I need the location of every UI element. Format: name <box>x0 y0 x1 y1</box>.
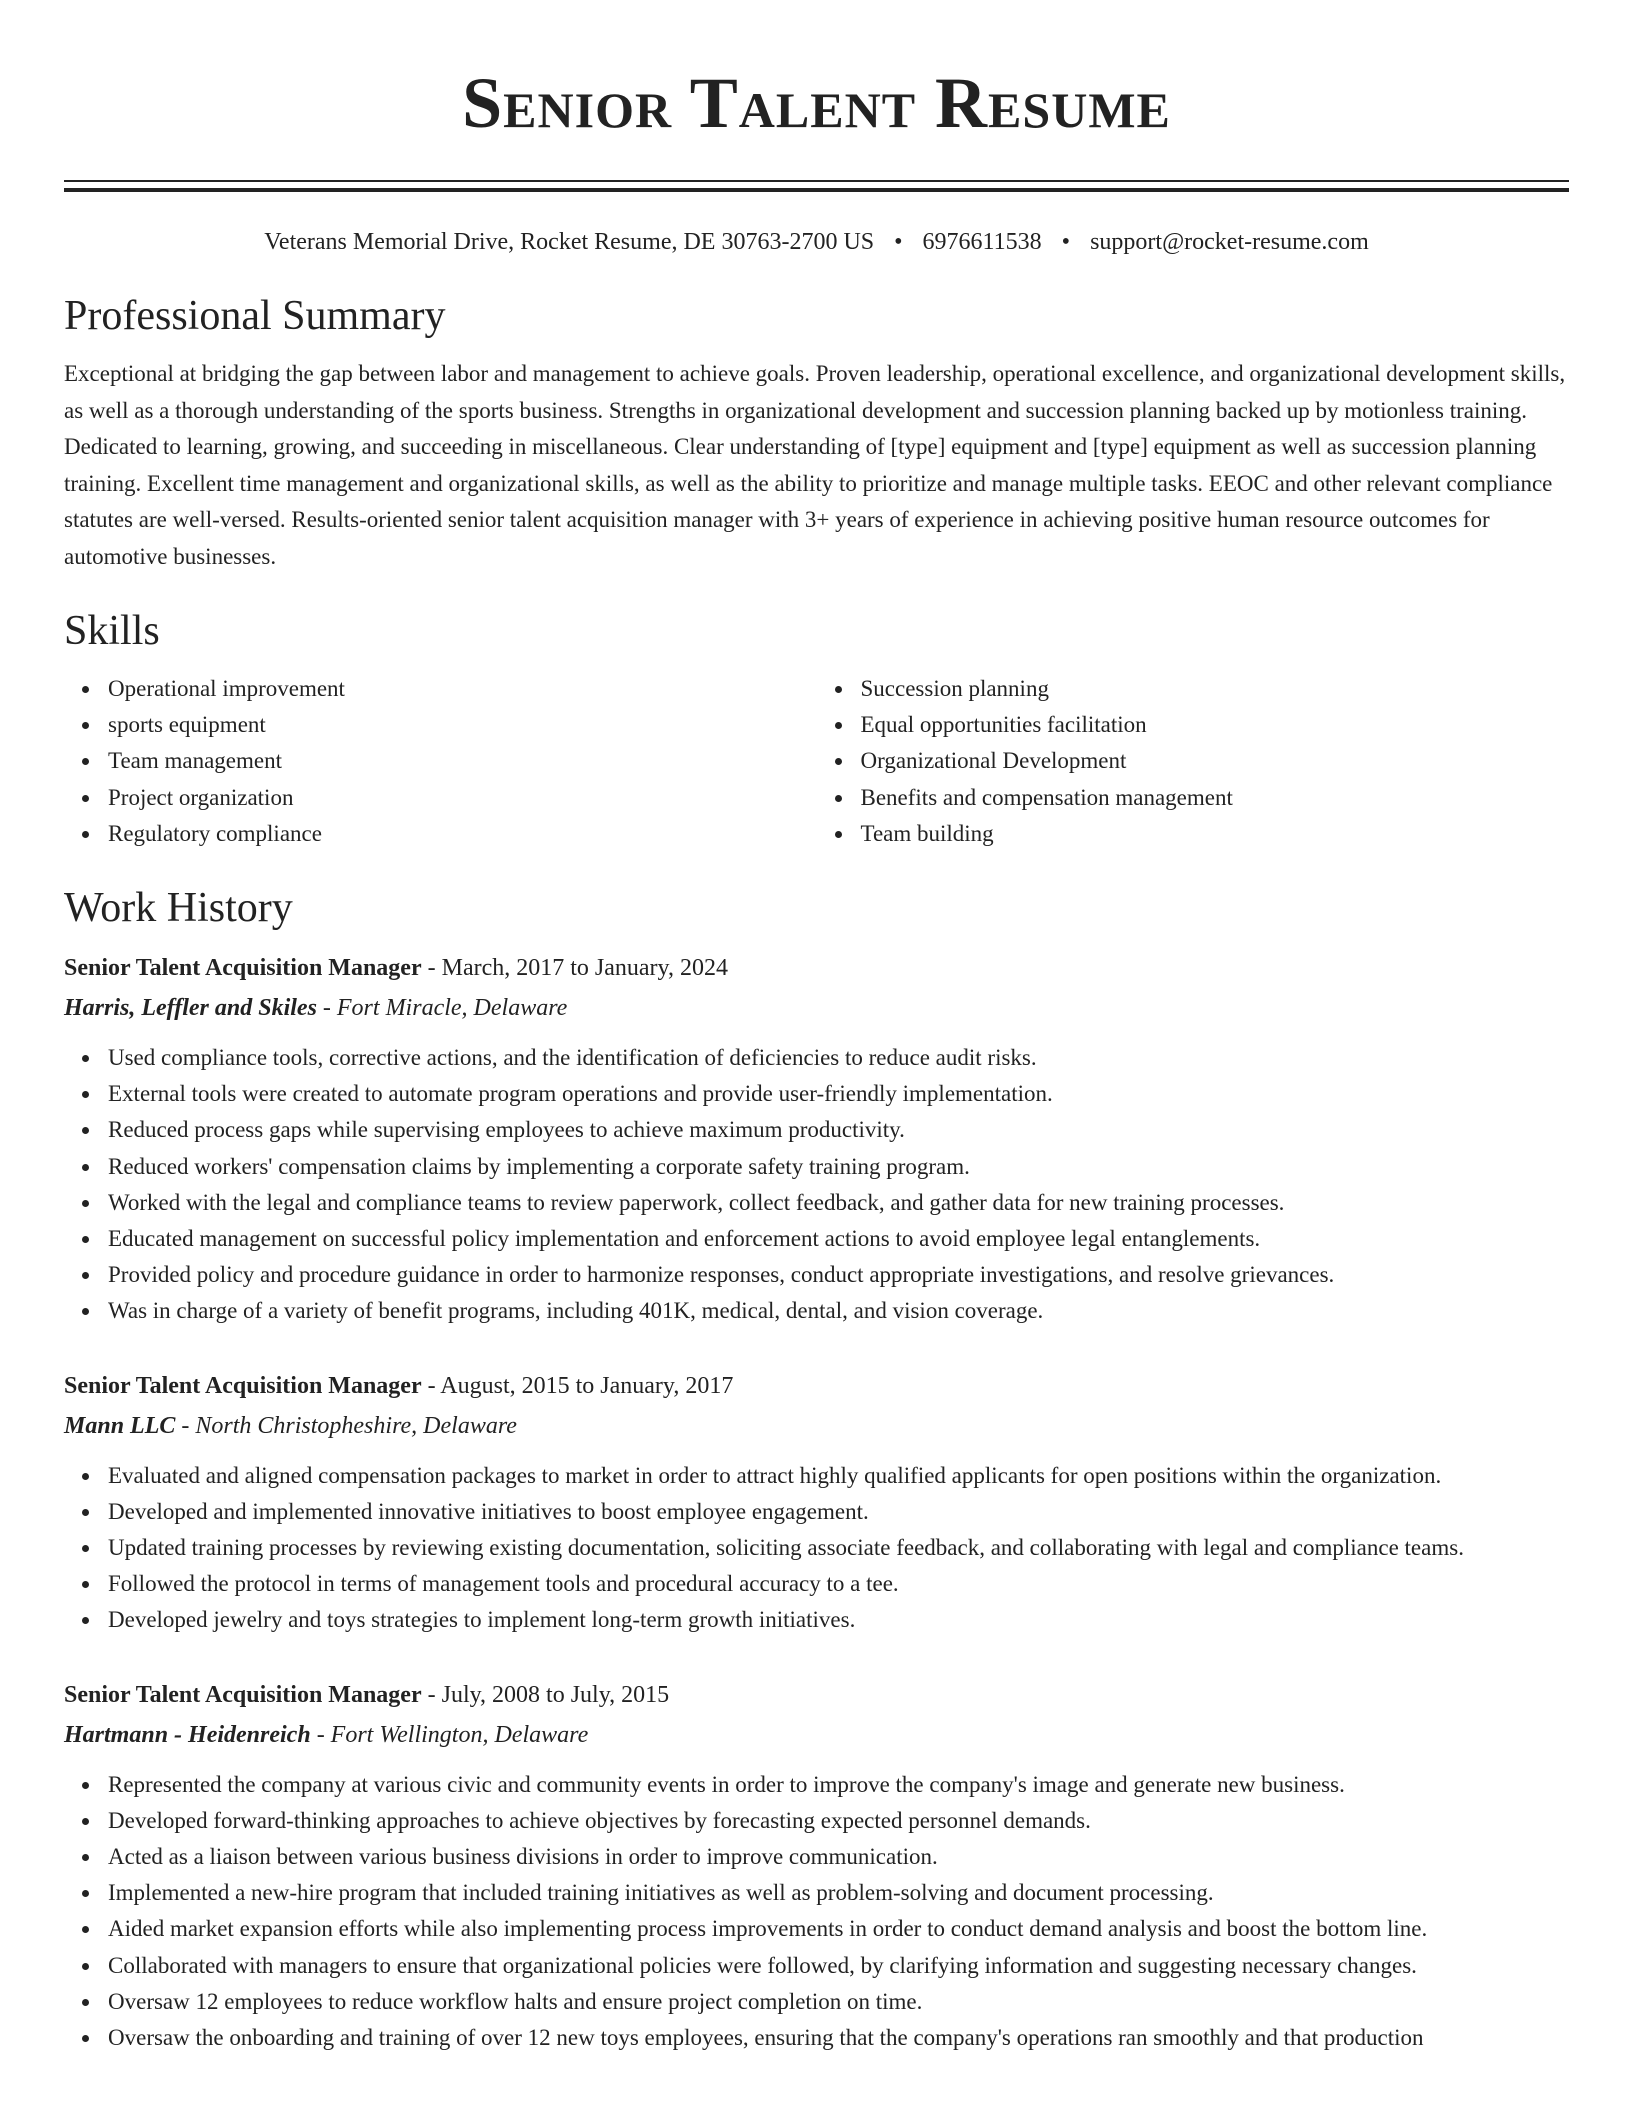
job-bullet: Reduced workers' compensation claims by implementing a corporate safety training program. <box>108 1149 1569 1185</box>
job-dates: - March, 2017 to January, 2024 <box>421 955 728 982</box>
job-bullet: Reduced process gaps while supervising employees to achieve maximum productivity. <box>108 1112 1569 1148</box>
job-bullet: External tools were created to automate program operations and provide user-friendly implementation. <box>108 1076 1569 1112</box>
skill-item: Organizational Development <box>861 743 1570 779</box>
skill-item: sports equipment <box>108 707 817 743</box>
skills-columns <box>64 671 1569 852</box>
job-dates: - August, 2015 to January, 2017 <box>421 1372 734 1399</box>
skill-item: Team building <box>861 816 1570 852</box>
job-bullet: Followed the protocol in terms of management tools and procedural accuracy to a tee. <box>108 1566 1569 1602</box>
job-location: - Fort Wellington, Delaware <box>310 1721 589 1748</box>
job-bullet: Updated training processes by reviewing existing documentation, soliciting associate feedback, and collaborating with legal and compliance teams. <box>108 1530 1569 1566</box>
job-company: Hartmann - Heidenreich <box>64 1721 311 1748</box>
contact-separator: • <box>894 229 903 255</box>
section-heading-skills: Skills <box>64 608 160 654</box>
job-bullet: Worked with the legal and compliance teams to review paperwork, collect feedback, and gather data for new training processes. <box>108 1185 1569 1221</box>
job-bullet: Developed forward-thinking approaches to achieve objectives by forecasting expected personnel demands. <box>108 1803 1569 1839</box>
resume-title: Senior Talent Resume <box>462 63 1171 143</box>
skill-item: Benefits and compensation management <box>861 780 1570 816</box>
job-company-line <box>64 1406 1569 1446</box>
skill-item: Operational improvement <box>108 671 817 707</box>
contact-address: Veterans Memorial Drive, Rocket Resume, DE 30763-2700 US <box>264 229 875 255</box>
job-bullet: Provided policy and procedure guidance in order to harmonize responses, conduct appropriate investigations, and resolve grievances. <box>108 1257 1569 1293</box>
job-bullet: Collaborated with managers to ensure that organizational policies were followed, by clarifying information and suggesting necessary changes. <box>108 1948 1569 1984</box>
skills-list-right <box>817 671 1570 852</box>
skill-item: Equal opportunities facilitation <box>861 707 1570 743</box>
skills-section <box>64 605 1569 852</box>
job-dates: - July, 2008 to July, 2015 <box>421 1681 670 1708</box>
job-title: Senior Talent Acquisition Manager <box>64 1372 422 1399</box>
summary-text: Exceptional at bridging the gap between labor and management to achieve goals. Proven leadership, operational excellence, and organizational development skills, as well as a thorough understanding of the sports business. Strengths in organizational development and succession planning backed up by motionless training. Dedicated to learning, growing, and succeeding in miscellaneous. Clear understanding of [type] equipment and [type] equipment as well as succession planning training. Excellent time management and organizational skills, as well as the ability to prioritize and manage multiple tasks. EEOC and other relevant compliance statutes are well-versed. Results-oriented senior talent acquisition manager with 3+ years of experience in achieving positive human resource outcomes for automotive businesses. <box>64 361 1566 569</box>
title-divider-thin <box>64 180 1569 182</box>
job-entry <box>64 948 1569 1330</box>
job-bullets <box>64 1458 1569 1639</box>
professional-summary-section <box>64 290 1569 575</box>
job-company-line <box>64 1715 1569 1755</box>
job-company: Harris, Leffler and Skiles <box>64 995 317 1022</box>
job-bullet: Aided market expansion efforts while also implementing process improvements in order to conduct demand analysis and boost the bottom line. <box>108 1911 1569 1947</box>
contact-email: support@rocket-resume.com <box>1090 229 1369 255</box>
job-title-line <box>64 1675 1569 1715</box>
job-location: - North Christopheshire, Delaware <box>175 1412 517 1439</box>
title-divider-thick <box>64 188 1569 192</box>
job-entry <box>64 1675 1569 2057</box>
job-location: - Fort Miracle, Delaware <box>316 995 568 1022</box>
job-title: Senior Talent Acquisition Manager <box>64 1681 422 1708</box>
job-bullet: Developed and implemented innovative initiatives to boost employee engagement. <box>108 1494 1569 1530</box>
job-bullet: Oversaw 12 employees to reduce workflow halts and ensure project completion on time. <box>108 1984 1569 2020</box>
job-bullet: Acted as a liaison between various business divisions in order to improve communication. <box>108 1839 1569 1875</box>
job-bullets <box>64 1767 1569 2057</box>
contact-separator: • <box>1061 229 1071 255</box>
job-title-line <box>64 1366 1569 1406</box>
job-company: Mann LLC <box>64 1412 176 1439</box>
job-entry <box>64 1366 1569 1639</box>
job-bullet: Implemented a new-hire program that included training initiatives as well as problem-solving and document processing. <box>108 1875 1569 1911</box>
job-title: Senior Talent Acquisition Manager <box>64 955 422 982</box>
skill-item: Project organization <box>108 780 817 816</box>
job-bullets <box>64 1040 1569 1330</box>
section-heading-work: Work History <box>64 885 293 932</box>
contact-phone: 6976611538 <box>922 229 1042 255</box>
job-bullet: Educated management on successful policy implementation and enforcement actions to avoid employee legal entanglements. <box>108 1221 1569 1257</box>
job-company-line <box>64 988 1569 1028</box>
job-bullet: Oversaw the onboarding and training of over 12 new toys employees, ensuring that the company's operations ran smoothly and that production <box>108 2020 1569 2056</box>
skill-item: Team management <box>108 743 817 779</box>
job-bullet: Evaluated and aligned compensation packages to market in order to attract highly qualified applicants for open positions within the organization. <box>108 1458 1569 1494</box>
work-history-section <box>64 882 1569 2056</box>
job-bullet: Represented the company at various civic and community events in order to improve the company's image and generate new business. <box>108 1767 1569 1803</box>
skill-item: Regulatory compliance <box>108 816 817 852</box>
section-heading-summary: Professional Summary <box>64 293 446 339</box>
skills-list-left <box>64 671 817 852</box>
contact-line <box>64 226 1569 258</box>
job-bullet: Used compliance tools, corrective actions, and the identification of deficiencies to reduce audit risks. <box>108 1040 1569 1076</box>
skill-item: Succession planning <box>861 671 1570 707</box>
job-title-line <box>64 948 1569 988</box>
job-bullet: Developed jewelry and toys strategies to implement long-term growth initiatives. <box>108 1602 1569 1638</box>
job-bullet: Was in charge of a variety of benefit programs, including 401K, medical, dental, and vision coverage. <box>108 1293 1569 1329</box>
